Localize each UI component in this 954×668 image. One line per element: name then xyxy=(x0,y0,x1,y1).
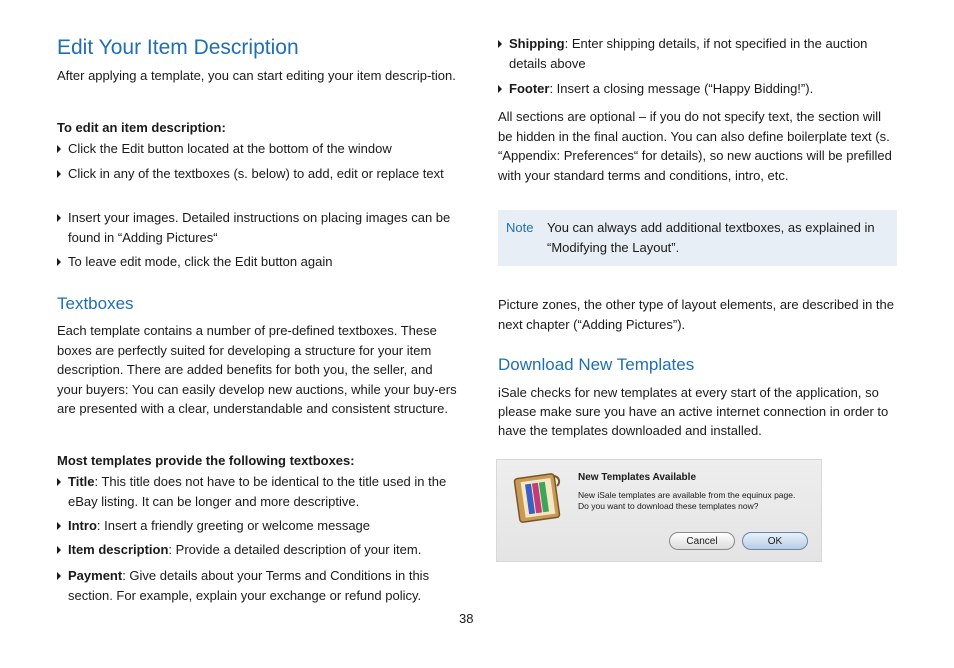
list-item: Payment: Give details about your Terms and Conditions in this section. For example, explain your exchange or refund policy. xyxy=(57,566,457,606)
note-label: Note xyxy=(506,220,534,235)
optional-paragraph: All sections are optional – if you do not specify text, the section will be hidden in the final auction. You can also define boilerplate text (s. “Appendix: Preferences“ for details), so new auctions will be prefilled with your standard terms and conditions, intro, etc. xyxy=(498,109,892,183)
list-item: Shipping: Enter shipping details, if not specified in the auction details above xyxy=(498,34,898,74)
list-item: Item description: Provide a detailed description of your item. xyxy=(57,540,457,560)
page-number: 38 xyxy=(459,611,474,626)
page-title: Edit Your Item Description xyxy=(57,36,299,59)
bullet-triangle-icon xyxy=(57,214,61,222)
note-box xyxy=(498,210,897,266)
ok-button[interactable]: OK xyxy=(742,532,808,550)
note-text: You can always add additional textboxes, as explained in “Modifying the Layout”. xyxy=(547,220,875,255)
textboxes-list-heading: Most templates provide the following textboxes: xyxy=(57,453,355,468)
list-item: To leave edit mode, click the Edit button again xyxy=(57,252,457,272)
picture-zones-paragraph: Picture zones, the other type of layout elements, are described in the next chapter (“Adding Pictures”). xyxy=(498,297,895,332)
download-paragraph: iSale checks for new templates at every start of the application, so please make sure you have an active internet connection in order to have the templates downloaded and installed. xyxy=(498,385,889,438)
bullet-triangle-icon xyxy=(57,258,61,266)
list-item: Footer: Insert a closing message (“Happy Bidding!”). xyxy=(498,79,898,99)
bullet-triangle-icon xyxy=(57,145,61,153)
list-item: Title: This title does not have to be identical to the title used in the eBay listing. It can be longer and more descriptive. xyxy=(57,472,457,512)
bullet-triangle-icon xyxy=(57,170,61,178)
intro-paragraph: After applying a template, you can start editing your item descrip-tion. xyxy=(57,68,456,83)
textboxes-paragraph: Each template contains a number of pre-defined textboxes. These boxes are perfectly suited for developing a structure for your item description. There are added benefits for both you, the seller, and your buyers: You can easily develop new auctions, while your buy-ers are presented with a clear, understandable and consistent structure. xyxy=(57,323,457,416)
download-heading: Download New Templates xyxy=(498,355,695,374)
bullet-triangle-icon xyxy=(57,522,61,530)
dialog-message: New iSale templates are available from the equinux page. Do you want to download these templates now? xyxy=(578,490,796,511)
list-item: Insert your images. Detailed instructions on placing images can be found in “Adding Pictures“ xyxy=(57,208,457,248)
templates-scroll-icon xyxy=(513,470,565,524)
bullet-triangle-icon xyxy=(57,572,61,580)
list-item: Intro: Insert a friendly greeting or welcome message xyxy=(57,516,457,536)
list-item: Click the Edit button located at the bottom of the window xyxy=(57,139,457,159)
bullet-triangle-icon xyxy=(498,40,502,48)
bullet-triangle-icon xyxy=(57,478,61,486)
textboxes-heading: Textboxes xyxy=(57,294,134,313)
bullet-triangle-icon xyxy=(57,546,61,554)
list-item: Click in any of the textboxes (s. below) to add, edit or replace text xyxy=(57,164,457,184)
bullet-triangle-icon xyxy=(498,85,502,93)
new-templates-dialog xyxy=(496,459,822,562)
cancel-button[interactable]: Cancel xyxy=(669,532,735,550)
dialog-title: New Templates Available xyxy=(578,472,697,483)
steps-heading: To edit an item description: xyxy=(57,120,226,135)
